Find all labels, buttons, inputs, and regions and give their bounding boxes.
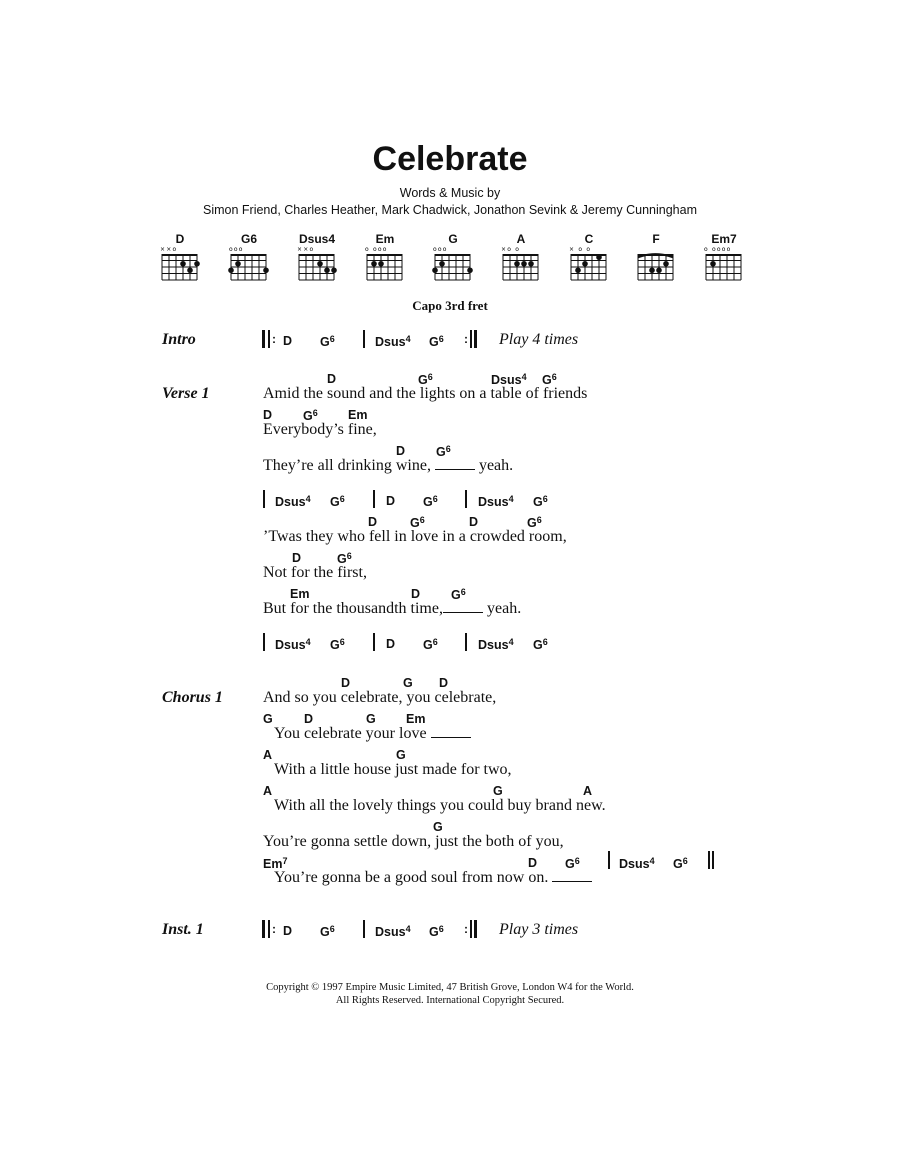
- chord-label: Dsus$^4$: [275, 637, 311, 652]
- held-note-line: [443, 602, 483, 613]
- chord-label: D: [283, 924, 293, 938]
- chord-label: $G^6$: [320, 334, 335, 349]
- chord-diagram: [294, 232, 340, 284]
- finger-dot: [710, 261, 716, 267]
- fretboard-grid: [362, 246, 408, 284]
- repeat-start-bar: [262, 920, 265, 938]
- chord-label: $G^6$: [410, 515, 425, 530]
- repeat-dots: :: [272, 922, 276, 936]
- lyric-line: And so you celebrate, you celebrate,: [263, 689, 497, 706]
- chord-label: $G^6$: [330, 637, 345, 652]
- chord-label: D: [304, 712, 314, 726]
- bar-line: [465, 633, 467, 651]
- repeat-note: Play 4 times: [499, 331, 579, 348]
- finger-dot: [331, 267, 337, 273]
- fretboard-grid: [157, 246, 203, 284]
- chord-label: G: [396, 748, 406, 762]
- chord-label: Dsus$^4$: [375, 924, 411, 939]
- chord-diagram: [362, 232, 408, 284]
- finger-dot: [180, 261, 186, 267]
- chord-label: $G^6$: [429, 924, 444, 939]
- repeat-start-bar-thin: [268, 330, 270, 348]
- chord-diagram-name: A: [516, 232, 526, 246]
- chord-label: $G^6$: [533, 494, 548, 509]
- repeat-start-bar-thin: [268, 920, 270, 938]
- finger-dot: [656, 267, 662, 273]
- capo-instruction: Capo 3rd fret: [412, 298, 488, 313]
- chord-label: Dsus$^4$: [375, 334, 411, 349]
- finger-dot: [235, 261, 241, 267]
- finger-dot: [371, 261, 377, 267]
- chord-label: G: [493, 784, 503, 798]
- bar-line: [708, 851, 710, 869]
- finger-dot: [575, 267, 581, 273]
- chord-diagram-name: D: [175, 232, 185, 246]
- chord-diagram: [157, 232, 203, 284]
- bar-line: [263, 490, 265, 508]
- chord-label: $G^6$: [436, 444, 451, 459]
- repeat-end-bar-thin: [470, 330, 472, 348]
- lyric-line: Not for the first,: [263, 564, 367, 581]
- song-title: Celebrate: [372, 140, 528, 178]
- fretboard-grid: [633, 246, 679, 284]
- chord-label: Dsus$^4$: [478, 494, 514, 509]
- section-label-verse-1: Verse 1: [162, 385, 210, 402]
- chord-diagram: [498, 232, 544, 284]
- chord-diagram: [701, 232, 747, 284]
- fretboard-grid: [430, 246, 476, 284]
- lyric-line: You celebrate your love: [274, 725, 471, 743]
- finger-dot: [194, 261, 200, 267]
- bar-line: [363, 330, 365, 348]
- open-muted-markers: × o o: [569, 246, 592, 253]
- open-muted-markers: ×o o: [501, 246, 521, 253]
- lyric-line: With all the lovely things you could buy brand new.: [274, 797, 606, 814]
- chord-label: D: [411, 587, 421, 601]
- finger-dot: [596, 254, 602, 260]
- lyric-line: With a little house just made for two,: [274, 761, 512, 778]
- repeat-start-bar: [262, 330, 265, 348]
- chord-diagram: [226, 232, 272, 284]
- lyric-line: They’re all drinking wine, yeah.: [263, 457, 514, 474]
- finger-dot: [378, 261, 384, 267]
- chord-diagram-name: Em: [375, 232, 395, 246]
- repeat-end-bar: [474, 330, 477, 348]
- chord-diagram-name: Em7: [711, 232, 737, 246]
- chord-diagram-name: C: [584, 232, 594, 246]
- chord-label: $G^6$: [337, 551, 352, 566]
- chord-label: $G^6$: [673, 856, 688, 871]
- finger-dot: [514, 261, 520, 267]
- chord-label: A: [263, 784, 273, 798]
- chord-label: $G^6$: [533, 637, 548, 652]
- chord-label: $G^6$: [330, 494, 345, 509]
- chord-label: G: [366, 712, 376, 726]
- chord-label: Dsus$^4$: [478, 637, 514, 652]
- chord-label: A: [583, 784, 593, 798]
- chord-label: $G^6$: [542, 372, 557, 387]
- chord-label: D: [283, 334, 293, 348]
- finger-dot: [187, 267, 193, 273]
- repeat-note: Play 3 times: [499, 921, 579, 938]
- open-muted-markers: ××o: [297, 246, 315, 253]
- section-label-chorus-1: Chorus 1: [162, 689, 223, 706]
- chord-label: D: [327, 372, 337, 386]
- copyright-rights: All Rights Reserved. International Copyright Secured.: [335, 995, 565, 1006]
- finger-dot: [521, 261, 527, 267]
- chord-label: D: [263, 408, 273, 422]
- chord-label: $G^6$: [320, 924, 335, 939]
- chord-label: Em: [348, 408, 368, 422]
- bar-line: [373, 490, 375, 508]
- chord-label: D: [528, 856, 538, 870]
- repeat-end-bar: [474, 920, 477, 938]
- open-muted-markers: o ooo: [365, 246, 388, 253]
- lyric-line: You’re gonna settle down, just the both of you,: [263, 833, 564, 850]
- chord-label: $G^6$: [451, 587, 466, 602]
- lyric-line: But for the thousandth time, yeah.: [263, 600, 522, 617]
- chord-diagram-name: F: [652, 232, 660, 246]
- held-note-line: [552, 871, 592, 882]
- chord-diagram-name: Dsus4: [298, 232, 336, 246]
- bar-line: [465, 490, 467, 508]
- open-muted-markers: o oooo: [704, 246, 732, 253]
- copyright-line: Copyright © 1997 Empire Music Limited, 47 British Grove, London W4 for the World.: [266, 982, 634, 993]
- chord-label: A: [263, 748, 273, 762]
- section-label-inst-1: Inst. 1: [162, 921, 204, 938]
- chord-diagram: [430, 232, 476, 284]
- bar-line: [608, 851, 610, 869]
- open-muted-markers: ooo: [229, 246, 244, 253]
- chord-label: Dsus$^4$: [491, 372, 527, 387]
- finger-dot: [263, 267, 269, 273]
- chord-label: $G^6$: [565, 856, 580, 871]
- fretboard-grid: [566, 246, 612, 284]
- finger-dot: [528, 261, 534, 267]
- fretboard-grid: [498, 246, 544, 284]
- finger-dot: [317, 261, 323, 267]
- chord-label: $G^6$: [429, 334, 444, 349]
- chord-label: D: [368, 515, 378, 529]
- chord-diagram: [633, 232, 679, 284]
- bar-line: [263, 633, 265, 651]
- finger-dot: [439, 261, 445, 267]
- repeat-end-bar-thin: [470, 920, 472, 938]
- fretboard-grid: [226, 246, 272, 284]
- fretboard-grid: [294, 246, 340, 284]
- chord-label: D: [469, 515, 479, 529]
- chord-label: Dsus$^4$: [619, 856, 655, 871]
- chord-label: $G^6$: [423, 637, 438, 652]
- fretboard-grid: [701, 246, 747, 284]
- chord-label: D: [341, 676, 351, 690]
- chord-diagram: [566, 232, 612, 284]
- finger-dot: [432, 267, 438, 273]
- lyric-line: Everybody’s fine,: [263, 421, 377, 438]
- repeat-dots: :: [464, 922, 468, 936]
- held-note-line: [435, 459, 475, 470]
- chord-label: D: [386, 494, 396, 508]
- chord-label: G: [403, 676, 413, 690]
- chord-label: D: [386, 637, 396, 651]
- finger-dot: [228, 267, 234, 273]
- lyric-line: You’re gonna be a good soul from now on.: [274, 869, 592, 887]
- repeat-dots: :: [272, 332, 276, 346]
- chord-label: $G^6$: [418, 372, 433, 387]
- open-muted-markers: ooo: [433, 246, 448, 253]
- chord-label: $G^6$: [303, 408, 318, 423]
- credits-heading: Words & Music by: [399, 186, 501, 200]
- chord-diagram-name: G6: [240, 232, 257, 246]
- chord-label: Em: [290, 587, 310, 601]
- chord-label: Dsus$^4$: [275, 494, 311, 509]
- chord-label: $G^6$: [423, 494, 438, 509]
- held-note-line: [431, 727, 471, 738]
- lyric-line: Amid the sound and the lights on a table of friends: [263, 385, 588, 402]
- chord-label: D: [292, 551, 302, 565]
- finger-dot: [467, 267, 473, 273]
- finger-dot: [649, 267, 655, 273]
- chord-label: G: [433, 820, 443, 834]
- repeat-dots: :: [464, 332, 468, 346]
- bar-line: [363, 920, 365, 938]
- chord-label: Em: [406, 712, 426, 726]
- chord-label: D: [396, 444, 406, 458]
- chord-label: $G^6$: [527, 515, 542, 530]
- lyric-line: ’Twas they who fell in love in a crowded room,: [263, 528, 567, 545]
- credits-names: Simon Friend, Charles Heather, Mark Chadwick, Jonathon Sevink & Jeremy Cunningham: [203, 203, 697, 217]
- bar-line: [712, 851, 714, 869]
- chord-label: D: [439, 676, 449, 690]
- finger-dot: [582, 261, 588, 267]
- section-label-intro: Intro: [162, 331, 196, 348]
- finger-dot: [663, 261, 669, 267]
- bar-line: [373, 633, 375, 651]
- chord-label: G: [263, 712, 273, 726]
- chord-label: Em$^7$: [263, 856, 288, 871]
- open-muted-markers: ××o: [160, 246, 178, 253]
- finger-dot: [324, 267, 330, 273]
- chord-diagram-name: G: [448, 232, 458, 246]
